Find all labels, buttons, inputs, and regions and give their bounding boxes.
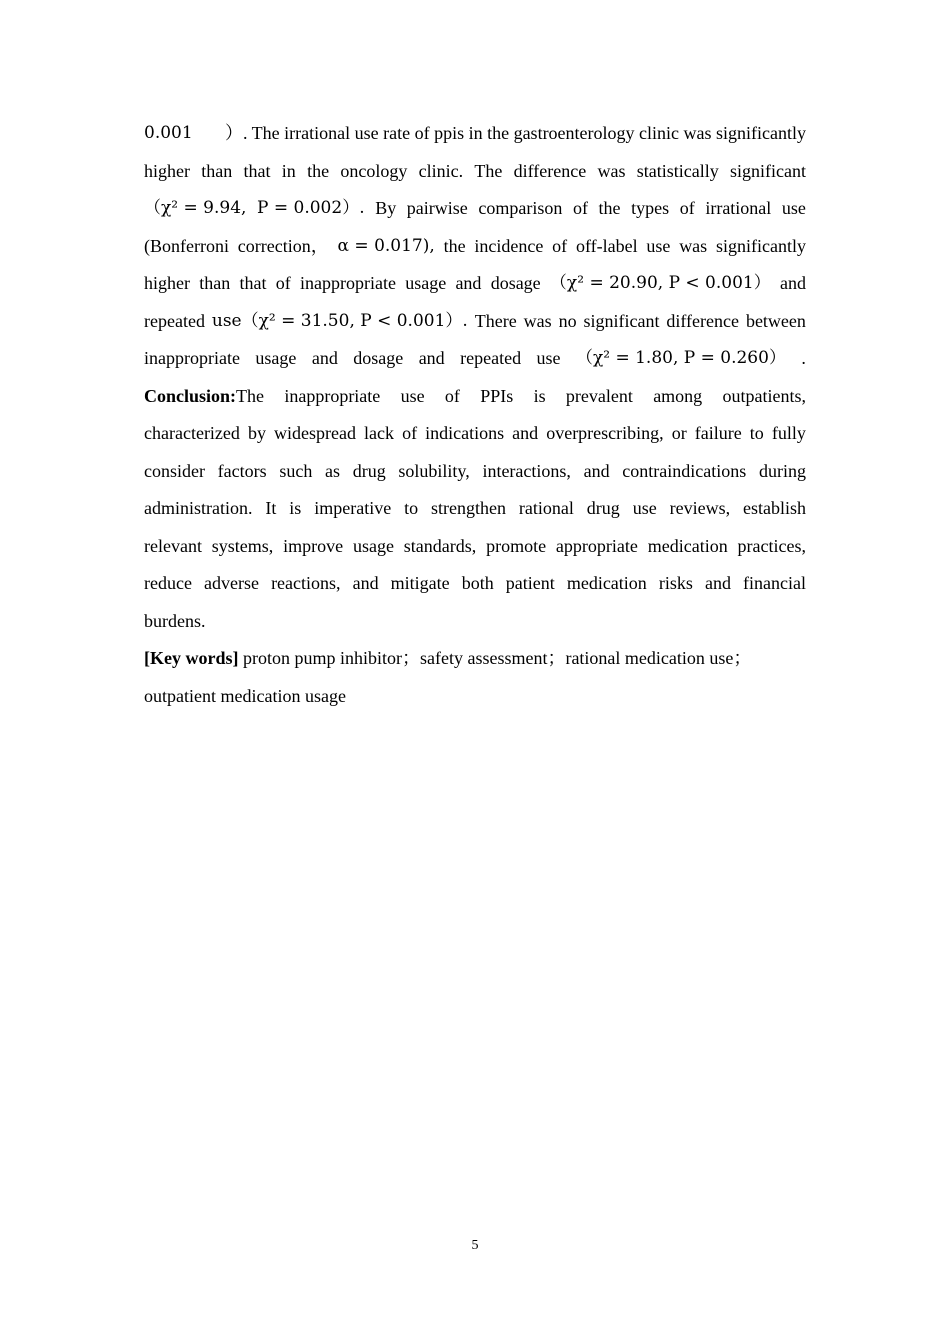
word: repeated — [460, 348, 522, 368]
text-line-13 — [144, 565, 806, 603]
word: as — [325, 460, 341, 481]
word: and — [418, 348, 445, 368]
word: imperative — [314, 498, 392, 518]
word: correction， — [237, 235, 329, 256]
word: promote — [486, 535, 547, 556]
word: inappropriate — [284, 385, 381, 406]
word: By — [375, 198, 397, 218]
word: was — [679, 235, 708, 256]
word: to — [404, 498, 419, 518]
word: indications — [425, 423, 505, 443]
word: relevant — [144, 535, 202, 556]
word: use（χ² = 31.50, P < 0.001）. — [211, 310, 468, 331]
word: by — [247, 423, 266, 443]
text-line-3 — [144, 190, 806, 228]
word: or — [671, 423, 687, 443]
word: . — [801, 348, 806, 368]
word: administration. — [144, 498, 253, 518]
word: clinic. — [418, 160, 464, 181]
word: oncology — [340, 160, 408, 181]
word: appropriate — [555, 535, 638, 556]
word: significant — [730, 160, 806, 181]
word: P = 0.002）. — [257, 198, 365, 218]
word: ）. The irrational use rate of ppis in the gastroenterology clinic was significantly — [224, 123, 806, 143]
page-number: 5 — [471, 1238, 479, 1253]
word: statistically — [636, 160, 719, 181]
word: medication — [566, 573, 647, 593]
word: significant — [583, 310, 660, 331]
word: the — [307, 160, 330, 181]
word: （χ² = 1.80, P = 0.260） — [575, 348, 786, 368]
text-line-12 — [144, 528, 806, 566]
word: practices, — [737, 535, 806, 556]
word: reduce — [144, 573, 192, 593]
word: patient — [505, 573, 555, 593]
word: usage — [405, 273, 447, 293]
word: and — [704, 573, 731, 593]
word: than — [201, 160, 233, 181]
abstract-text-block — [144, 115, 806, 715]
word: irrational — [705, 198, 772, 218]
text-line-14: burdens. — [144, 610, 206, 631]
word: (Bonferroni — [144, 235, 229, 256]
word: drug — [352, 460, 386, 481]
word: among — [653, 385, 703, 406]
word: drug — [586, 498, 620, 518]
text-line-6 — [144, 303, 806, 341]
word: consider — [144, 460, 205, 481]
word: significantly — [715, 235, 806, 256]
word: factors — [217, 460, 267, 481]
text-line-11 — [144, 490, 806, 528]
word: the — [443, 235, 466, 256]
word: off-label — [575, 235, 638, 256]
word: and — [455, 273, 482, 293]
word: mitigate — [390, 573, 450, 593]
word: usage — [352, 535, 394, 556]
word: outpatients, — [722, 385, 806, 406]
word: inappropriate — [144, 348, 240, 368]
word: medication — [647, 535, 728, 556]
word: There — [474, 310, 517, 331]
word: （χ² = 9.94, — [144, 198, 247, 218]
conclusion-line — [144, 378, 806, 416]
word: strengthen — [431, 498, 506, 518]
word: dosage — [353, 348, 404, 368]
word: difference — [666, 310, 740, 331]
word: inappropriate — [299, 273, 396, 293]
text-line-7 — [144, 340, 806, 378]
word: was — [523, 310, 552, 331]
word: solubility, — [398, 460, 470, 481]
text-line-1 — [144, 115, 806, 153]
word: that — [243, 160, 271, 181]
word: and — [583, 460, 610, 481]
word: rational — [518, 498, 574, 518]
word: and — [311, 348, 338, 368]
word: use — [646, 235, 671, 256]
conclusion-label: Conclusion:The — [144, 385, 265, 406]
word: interactions, — [482, 460, 571, 481]
text-line-9 — [144, 415, 806, 453]
word: and — [512, 423, 539, 443]
word: comparison — [478, 198, 563, 218]
text-line-5 — [144, 265, 806, 303]
word: PPIs — [480, 385, 514, 406]
word: such — [279, 460, 313, 481]
word: risks — [658, 573, 693, 593]
text-line-10 — [144, 453, 806, 491]
word: overprescribing, — [546, 423, 664, 443]
keywords-label: [Key words] — [144, 648, 239, 668]
text-line-4 — [144, 228, 806, 266]
word: and — [779, 273, 806, 293]
word: lack — [364, 423, 395, 443]
word: of — [402, 423, 418, 443]
word: usage — [255, 348, 297, 368]
word: is — [289, 498, 302, 518]
word: and — [352, 573, 379, 593]
word: of — [444, 385, 460, 406]
word: was — [597, 160, 626, 181]
word: contraindications — [622, 460, 747, 481]
word: failure — [694, 423, 742, 443]
word: pairwise — [406, 198, 468, 218]
word: higher — [144, 160, 190, 181]
word: use — [400, 385, 425, 406]
word: of — [572, 198, 588, 218]
word: standards, — [403, 535, 477, 556]
word: improve — [283, 535, 344, 556]
word: use — [536, 348, 561, 368]
word: characterized — [144, 423, 240, 443]
word: widespread — [274, 423, 356, 443]
word: during — [758, 460, 806, 481]
word: in — [281, 160, 296, 181]
word: higher — [144, 273, 190, 293]
word: difference — [513, 160, 587, 181]
word: prevalent — [565, 385, 633, 406]
word: adverse — [204, 573, 259, 593]
word: use — [781, 198, 806, 218]
word: The — [474, 160, 503, 181]
word: 0.001 — [144, 123, 193, 143]
word: than — [199, 273, 231, 293]
word: both — [461, 573, 494, 593]
word: repeated — [144, 310, 205, 331]
word: that — [239, 273, 267, 293]
word: systems, — [211, 535, 274, 556]
word: fully — [771, 423, 806, 443]
word: is — [533, 385, 546, 406]
word: financial — [743, 573, 806, 593]
keywords-line: [Key words] proton pump inhibitor；safety assessment；rational medication use； — [144, 648, 752, 668]
word: establish — [743, 498, 806, 518]
word: （χ² = 20.90, P < 0.001） — [549, 273, 771, 293]
word: of — [679, 198, 695, 218]
word: reactions, — [271, 573, 341, 593]
word: α = 0.017), — [337, 235, 435, 256]
word: types — [631, 198, 670, 218]
word: use — [632, 498, 657, 518]
word: It — [265, 498, 277, 518]
word: incidence — [474, 235, 544, 256]
word: between — [745, 310, 806, 331]
keywords-line-2: outpatient medication usage — [144, 685, 346, 706]
word: the — [598, 198, 621, 218]
word: reviews, — [669, 498, 731, 518]
word: of — [275, 273, 291, 293]
text-line-2 — [144, 153, 806, 191]
word: no — [558, 310, 577, 331]
word: of — [552, 235, 568, 256]
word: to — [749, 423, 764, 443]
word: dosage — [490, 273, 541, 293]
